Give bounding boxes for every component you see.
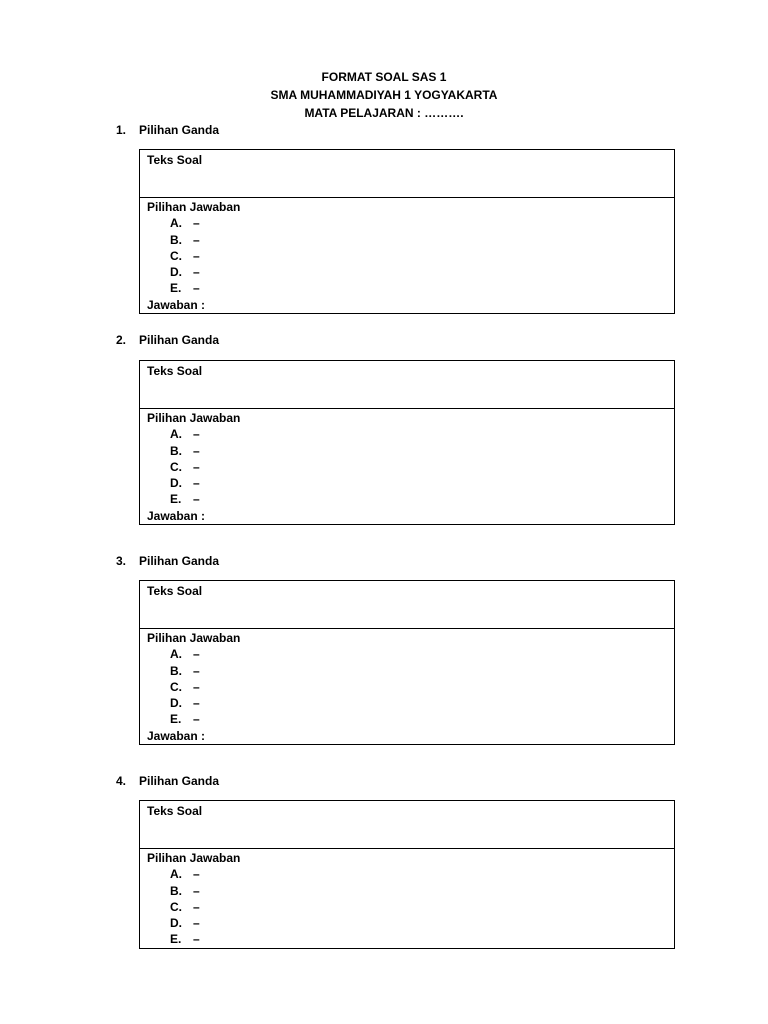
jawaban-label: Jawaban : [147, 297, 206, 312]
option-dash: – [193, 459, 200, 474]
option-letter: B. [170, 232, 182, 247]
question-heading [116, 122, 219, 138]
question-type: Pilihan Ganda [139, 554, 220, 568]
option-letter: E. [170, 932, 182, 947]
subject-line: MATA PELAJARAN : ………. [304, 106, 464, 120]
pilihan-jawaban-label: Pilihan Jawaban [147, 411, 241, 425]
option-dash: – [193, 663, 200, 678]
option-b [147, 232, 674, 248]
option-dash: – [193, 476, 200, 491]
option-letter: E. [170, 712, 182, 727]
option-b [147, 883, 674, 899]
pilihan-jawaban-label: Pilihan Jawaban [147, 200, 241, 214]
question-type: Pilihan Ganda [139, 333, 220, 347]
pilihan-jawaban-cell [140, 409, 674, 524]
option-letter: C. [170, 459, 182, 474]
option-a [147, 866, 674, 882]
option-d [147, 695, 674, 711]
option-a [147, 426, 674, 442]
option-c [147, 459, 674, 475]
question-number: 4. [116, 774, 127, 788]
question-number: 2. [116, 333, 127, 347]
option-letter: D. [170, 265, 182, 280]
question-number: 1. [116, 123, 127, 137]
teks-soal-cell: Teks Soal [140, 150, 674, 198]
option-dash: – [193, 647, 200, 662]
option-b [147, 443, 674, 459]
option-letter: A. [170, 867, 182, 882]
pilihan-jawaban-label: Pilihan Jawaban [147, 851, 241, 865]
option-dash: – [193, 932, 200, 947]
option-e [147, 931, 674, 947]
option-letter: E. [170, 492, 182, 507]
option-c [147, 248, 674, 264]
option-letter: A. [170, 647, 182, 662]
question-box [139, 800, 675, 949]
option-c [147, 679, 674, 695]
teks-soal-cell: Teks Soal [140, 361, 674, 409]
option-dash: – [193, 679, 200, 694]
option-b [147, 663, 674, 679]
option-a [147, 646, 674, 662]
question-heading [116, 773, 219, 789]
option-letter: B. [170, 883, 182, 898]
question-heading [116, 332, 219, 348]
option-e [147, 711, 674, 727]
question-box [139, 580, 675, 745]
option-letter: A. [170, 427, 182, 442]
teks-soal-cell: Teks Soal [140, 801, 674, 849]
option-letter: B. [170, 663, 182, 678]
teks-soal-cell: Teks Soal [140, 581, 674, 629]
school-name: SMA MUHAMMADIYAH 1 YOGYAKARTA [270, 88, 498, 102]
pilihan-jawaban-label: Pilihan Jawaban [147, 631, 241, 645]
pilihan-jawaban-cell [140, 849, 674, 948]
pilihan-jawaban-cell [140, 629, 674, 744]
option-d [147, 475, 674, 491]
question-box [139, 360, 675, 525]
option-letter: D. [170, 696, 182, 711]
option-letter: B. [170, 443, 182, 458]
option-dash: – [193, 696, 200, 711]
question-heading [116, 553, 219, 569]
option-letter: C. [170, 248, 182, 263]
option-dash: – [193, 232, 200, 247]
option-dash: – [193, 867, 200, 882]
option-dash: – [193, 883, 200, 898]
option-dash: – [193, 712, 200, 727]
option-letter: C. [170, 679, 182, 694]
option-c [147, 899, 674, 915]
jawaban-label: Jawaban : [147, 728, 206, 743]
option-a [147, 215, 674, 231]
option-e [147, 491, 674, 507]
question-box [139, 149, 675, 314]
option-d [147, 264, 674, 280]
option-dash: – [193, 216, 200, 231]
option-letter: E. [170, 281, 182, 296]
option-dash: – [193, 248, 200, 263]
option-e [147, 280, 674, 296]
option-dash: – [193, 492, 200, 507]
option-letter: C. [170, 899, 182, 914]
pilihan-jawaban-cell [140, 198, 674, 313]
option-dash: – [193, 281, 200, 296]
option-letter: D. [170, 476, 182, 491]
option-dash: – [193, 443, 200, 458]
option-dash: – [193, 916, 200, 931]
option-dash: – [193, 427, 200, 442]
option-d [147, 915, 674, 931]
option-dash: – [193, 899, 200, 914]
jawaban-label: Jawaban : [147, 508, 206, 523]
question-number: 3. [116, 554, 127, 568]
question-type: Pilihan Ganda [139, 774, 220, 788]
document-title: FORMAT SOAL SAS 1 [321, 70, 447, 84]
option-dash: – [193, 265, 200, 280]
option-letter: D. [170, 916, 182, 931]
question-type: Pilihan Ganda [139, 123, 220, 137]
option-letter: A. [170, 216, 182, 231]
